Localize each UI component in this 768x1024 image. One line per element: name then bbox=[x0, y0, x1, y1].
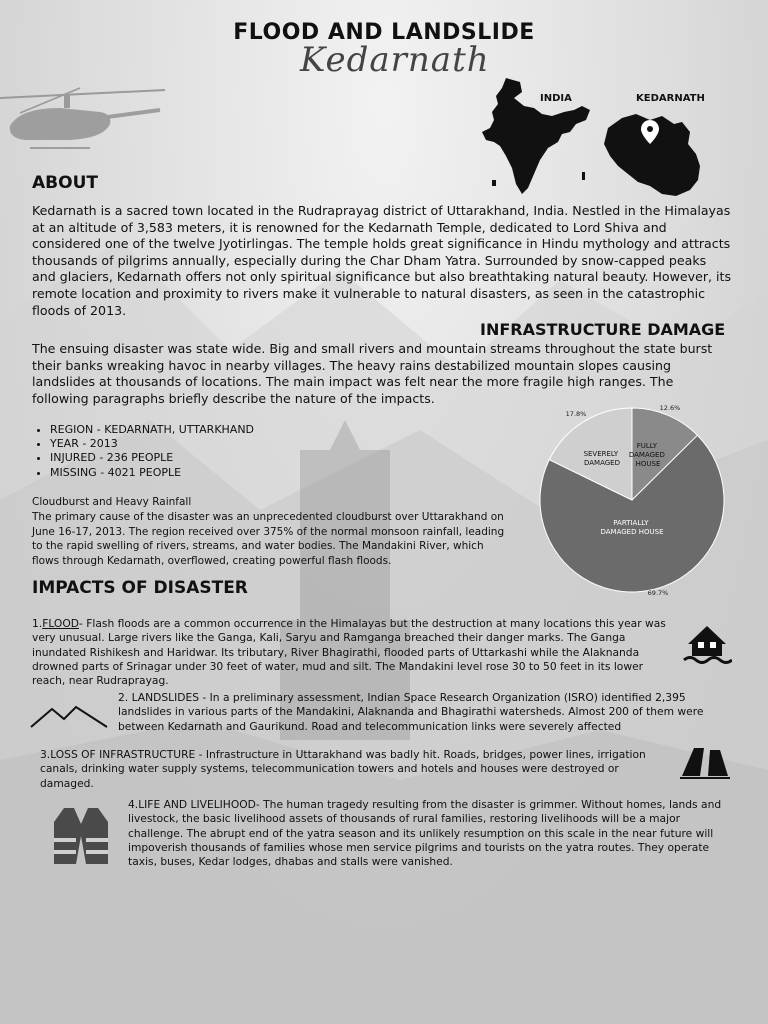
impact-flood-text: - Flash floods are a common occurrence in the Himalayas but the destruction at many locations this year was very unusual. Large rivers like the Ganga, Kali, Saryu and Ramganga breached their danger marks. The Ganga inundated Rishikesh and Haridwar. Its tributary, River Bhagirathi, flooded parts of Uttarkashi while the Alaknanda drowned parts of Srinagar under 30 feet of water, mud and silt. The Mandakini level rose 30 to 50 feet in its lower reach, near Rudraprayag. bbox=[32, 617, 666, 688]
infrastructure-paragraph: The ensuing disaster was state wide. Big and small rivers and mountain streams throughout the state burst their banks wreaking havoc in nearby villages. The heavy rains destabilized mountain slopes causing landslides at thousands of locations. The main impact was felt near the more fragile high ranges. The following paragraphs briefly describe the nature of the impacts. bbox=[32, 341, 713, 406]
impact-flood bbox=[32, 617, 672, 688]
pie-label-fully-line3: HOUSE bbox=[635, 460, 661, 468]
impact-landslides: 2. LANDSLIDES - In a preliminary assessment, Indian Space Research Organization (ISRO) identified 2,395 landslides in various parts of the Mandakini, Alaknanda and Bhagirathi watersheds. Almost 200 of them were between Kedarnath and Gaurikund. Road and telecommunication links were severely affected bbox=[118, 691, 704, 733]
fact-injured: • INJURED - 236 PEOPLE bbox=[50, 451, 254, 465]
pie-label-partially-line1: PARTIALLY bbox=[613, 519, 649, 527]
vest-icon bbox=[50, 806, 112, 866]
pie-label-severely-line2: DAMAGED bbox=[584, 459, 620, 467]
mountain-icon bbox=[30, 703, 108, 729]
pie-label-fully-line1: FULLY bbox=[636, 442, 658, 450]
pie-slices bbox=[540, 408, 724, 592]
fact-region: • REGION - KEDARNATH, UTTARKHAND bbox=[50, 423, 254, 437]
impacts-heading: IMPACTS OF DISASTER bbox=[32, 578, 248, 598]
about-paragraph: Kedarnath is a sacred town located in the Rudraprayag district of Uttarakhand, India. Nestled in the Himalayas at an altitude of 3,583 meters, it is renowned for the Kedarnath Temple, dedicated to Lord Shiva and considered one of the twelve Jyotirlingas. The temple holds great significance in Hindu mythology and attracts thousands of pilgrims annually, especially during the Char Dham Yatra. Surrounded by snow-capped peaks and glaciers, Kedarnath offers not only spiritual significance but also breathtaking natural beauty. However, its remote location and proximity to rivers make it vulnerable to natural disasters, as seen in the catastrophic floods of 2013. bbox=[32, 203, 732, 318]
uttarakhand-map-icon bbox=[600, 110, 705, 200]
pie-label-severely bbox=[584, 450, 621, 467]
pie-pct-partially: 69.7% bbox=[647, 589, 669, 597]
fact-year: • YEAR - 2013 bbox=[50, 437, 254, 451]
impact-flood-title: FLOOD bbox=[42, 617, 79, 630]
impact-flood-prefix: 1. bbox=[32, 617, 43, 630]
page-subtitle: Kedarnath bbox=[300, 40, 490, 80]
impact-infrastructure: 3.LOSS OF INFRASTRUCTURE - Infrastructure in Uttarakhand was badly hit. Roads, bridges, power lines, irrigation canals, drinking water supply systems, telecommunication towers and hotels and houses were destroyed or damaged. bbox=[40, 748, 646, 790]
flooded-house-icon bbox=[682, 620, 732, 666]
cloudburst-heading: Cloudburst and Heavy Rainfall bbox=[32, 496, 192, 508]
impact-livelihood: 4.LIFE AND LIVELIHOOD- The human tragedy resulting from the disaster is grimmer. Without homes, lands and livestock, the basic livelihood assets of thousands of rural families, restoring livelihoods will be a major challenge. The abrupt end of the yatra season and its unlikely resumption on this scale in the near future will impoverish thousands of families whose men service pilgrims and tourists on the yatra routes. They operate taxis, buses, Kedar lodges, dhabas and stalls were vanished. bbox=[128, 798, 722, 869]
helicopter-icon bbox=[0, 68, 170, 168]
pie-label-partially-line2: DAMAGED HOUSE bbox=[600, 528, 664, 536]
damage-pie-chart bbox=[530, 398, 735, 603]
india-map-label: INDIA bbox=[540, 93, 572, 104]
pie-label-severely-line1: SEVERELY bbox=[583, 450, 619, 458]
about-heading: ABOUT bbox=[32, 173, 98, 193]
india-map-icon bbox=[478, 76, 593, 201]
pie-label-fully-line2: DAMAGED bbox=[628, 451, 665, 459]
infrastructure-heading: INFRASTRUCTURE DAMAGE bbox=[480, 320, 726, 339]
kedarnath-map-label: KEDARNATH bbox=[636, 93, 705, 104]
page-title: FLOOD AND LANDSLIDE bbox=[233, 20, 535, 45]
pie-pct-severely: 17.8% bbox=[565, 410, 587, 418]
cloudburst-paragraph: The primary cause of the disaster was an unprecedented cloudburst over Uttarakhand on June 16-17, 2013. The region received over 375% of the normal monsoon rainfall, leading to the rapid swelling of rivers, streams, and water bodies. The Mandakini River, which flows through Kedarnath, overflowed, creating powerful flash floods. bbox=[32, 511, 505, 567]
pie-pct-fully: 12.6% bbox=[659, 404, 681, 412]
broken-bridge-icon bbox=[680, 744, 730, 780]
fact-missing: • MISSING - 4021 PEOPLE bbox=[50, 466, 254, 480]
facts-list bbox=[32, 423, 254, 480]
